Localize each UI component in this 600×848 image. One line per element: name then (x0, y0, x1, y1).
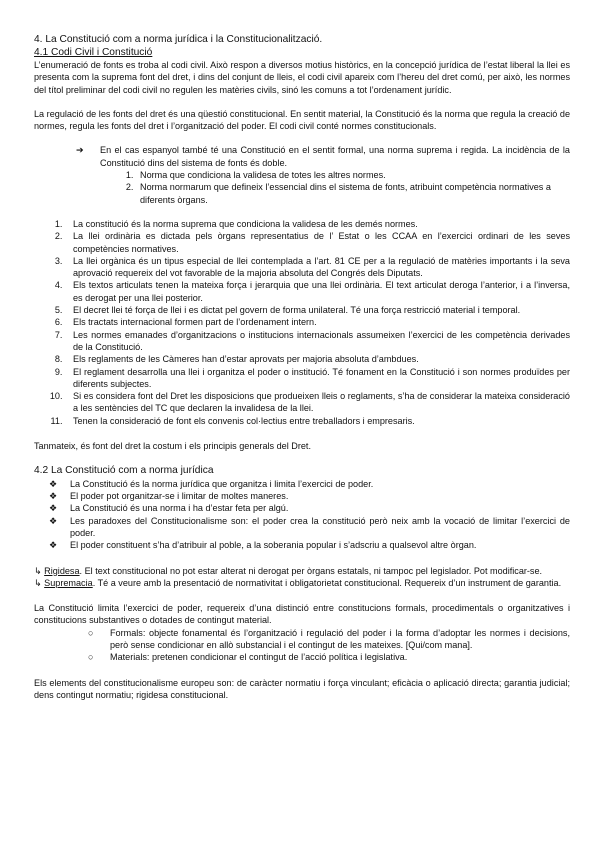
rigidesa-term: Rigidesa (44, 565, 80, 576)
supremacia-term: Supremacia (44, 577, 93, 588)
rigidesa-paragraph: ↳ Rigidesa. El text constitucional no pot estar alterat ni derogat per òrgans estatals, ni tampoc pel legislador. Pot modificar-se. (34, 565, 543, 576)
sources-numbered-list (34, 218, 570, 427)
list-item: 8. Els reglaments de les Càmeres han d’estar aprovats per majoria absoluta d’ambdues. (65, 353, 570, 365)
document-page (34, 34, 570, 701)
paragraph-1: L’enumeració de fonts es troba al codi civil. Això respon a diversos motius històrics, en la concepció jurídica de l’estat liberal la llei es presenta com la suprema font del dret, i dins del conjunt de lleis, el codi civil apareix com l’hereu del dret comú, per això, les normes del títol preliminar del codi civil no regulen les matèries civils, sinó les comuns a tot l’ordenament jurídic. (34, 60, 570, 95)
list-item: 2. La llei ordinària es dictada pels òrgans representatius de l’ Estat o les CCAA en l’exercici ordinari de les seves competències normatives. (65, 230, 570, 255)
list-item: 1. Norma que condiciona la validesa de totes les altres normes. (136, 169, 570, 181)
hook-arrow-icon: ↳ (34, 577, 42, 588)
list-item: 10. Si es considera font del Dret les disposicions que produeixen lleis o reglaments, s’ha de considerar la mateixa consideració a les sentències del TC que declaren la invalidesa de la llei. (65, 390, 570, 415)
circle-bullet-icon: ○ (88, 627, 94, 638)
list-item: ❖ La Constitució és una norma i ha d’estar feta per algú. (49, 503, 289, 514)
diamond-bullet-icon: ❖ (49, 478, 58, 489)
paragraph-5: Els elements del constitucionalisme europeu son: de caràcter normatiu i força vinculant; eficàcia o aplicació directa; garantia judicial; dens contingut normatiu; rigidesa constitucional. (34, 677, 570, 700)
paragraph-3: Tanmateix, és font del dret la costum i els principis generals del Dret. (34, 441, 311, 452)
paragraph-2: La regulació de les fonts del dret és una qüestió constitucional. En sentit material, la Constitució és la norma que regula la creació de normes, regula les fonts del dret i l’organització del poder. El codi civil conté normes constitucionals. (34, 108, 570, 132)
list-item: ❖ El poder pot organitzar-se i limitar de moltes maneres. (49, 491, 289, 502)
section-heading-4-2: 4.2 La Constitució com a norma jurídica (34, 465, 214, 477)
circle-bullet-icon: ○ (88, 652, 94, 663)
list-item: 7. Les normes emanades d’organitzacions o institucions internacionals assumeixen l’exercici de les competència derivades de la Constitució. (65, 329, 570, 354)
paragraph-4: La Constitució limita l’exercici de poder, requereix d’una distinció entre constitucions formals, procedimentals o organitzatives i constitucions substantives o dotades de contingut material. (34, 603, 570, 626)
arrow-icon: ➔ (76, 145, 84, 156)
list-item: 4. Els textos articulats tenen la mateixa força i jerarquia que una llei ordinària. El text articulat deroga l’anterior, i a l’inversa, es derogat per una llei posterior. (65, 279, 570, 304)
list-item: ○ Formals: objecte fonamental és l’organització i regulació del poder i la forma d’adoptar les normes i decisions, però sense condicionar en allò substancial i el contingut de les mateixes. [Qui/com mana]. (88, 627, 570, 651)
list-item: 9. El reglament desarrolla una llei i organitza el poder o institució. Té fonament en la Constitució i son normes produïdes per diferents subjectes. (65, 366, 570, 391)
diamond-bullet-icon: ❖ (49, 515, 58, 526)
hook-arrow-icon: ↳ (34, 565, 42, 576)
diamond-bullet-icon: ❖ (49, 491, 58, 502)
list-item: 11. Tenen la consideració de font els convenis col·lectius entre treballadors i empresaris. (65, 415, 570, 427)
sub-numbered-list (100, 169, 570, 206)
list-item: ❖ La Constitució és la norma jurídica que organitza i limita l’exercici de poder. (49, 478, 374, 489)
list-item: 3. La llei orgànica és un tipus especial de llei contemplada a l’art. 81 CE per a la regulació de matèries importants i la seva aprovació requereix del vot favorable de la majoria absoluta del Congrés dels Diputats. (65, 255, 570, 280)
supremacia-paragraph: ↳ Supremacia. Té a veure amb la presentació de normativitat i obligatorietat constitucional. Requereix d’un instrument de garantia. (34, 577, 562, 588)
list-item: ❖ El poder constituent s’ha d’atribuir al poble, a la soberania popular i s’adscriu a qualsevol altre òrgan. (49, 540, 477, 551)
list-item: 6. Els tractats internacional formen part de l’ordenament intern. (65, 316, 570, 328)
section-subtitle: 4.1 Codi Civil i Constitució (34, 46, 153, 58)
document-title: 4. La Constitució com a norma jurídica i la Constitucionalització. (34, 34, 323, 45)
diamond-bullet-icon: ❖ (49, 540, 58, 551)
diamond-bullet-list (34, 478, 570, 552)
list-item: 1. La constitució és la norma suprema que condiciona la validesa de les demés normes. (65, 218, 570, 230)
arrow-bullet-block (34, 144, 570, 205)
circle-bullet-list (34, 627, 570, 664)
diamond-bullet-icon: ❖ (49, 503, 58, 514)
list-item: 5. El decret llei té força de llei i es dictat pel govern de forma unilateral. Té una força restricció material i temporal. (65, 304, 570, 316)
list-item: 2. Norma normarum que defineix l’essencial dins el sistema de fonts, atribuint competència normatives a diferents òrgans. (136, 181, 570, 206)
arrow-bullet-text: En el cas espanyol també té una Constitució en el sentit formal, una norma suprema i regida. La incidència de la Constitució dins del sistema de fonts és doble. (100, 145, 570, 168)
list-item: ❖ Les paradoxes del Constitucionalisme son: el poder crea la constitució però neix amb la vocació de limitar l’exercici de poder. (49, 515, 570, 538)
list-item: ○ Materials: pretenen condicionar el contingut de l’acció política i legislativa. (88, 652, 408, 663)
